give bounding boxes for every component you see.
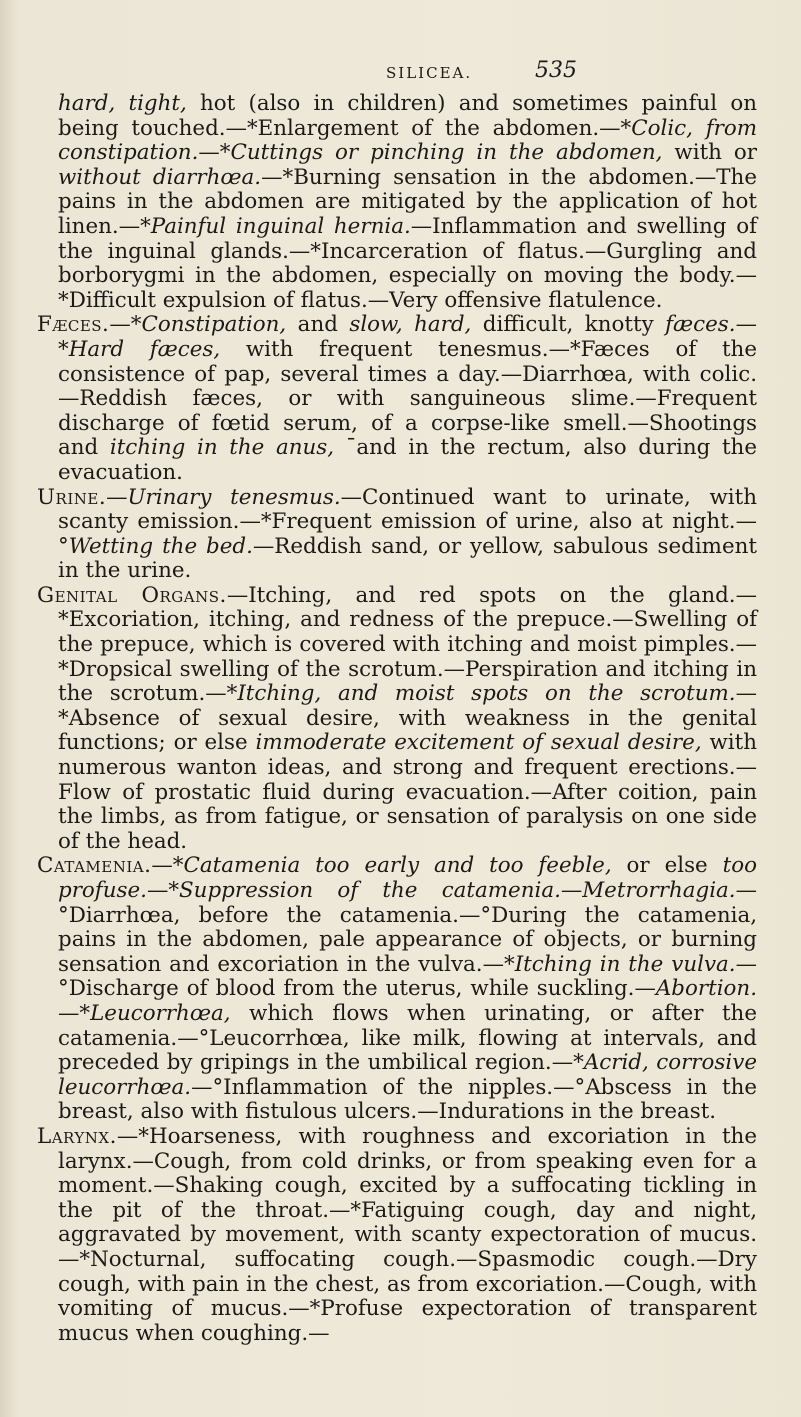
text-run: —* — [58, 312, 757, 362]
italic-text: slow, hard, — [349, 312, 472, 338]
italic-text: Abortion. — [655, 976, 757, 1002]
italic-text: Itching, and moist spots on the scrotum. — [237, 681, 736, 707]
section-paragraph — [37, 854, 757, 1125]
text-run: —* — [151, 853, 184, 879]
body-text — [37, 92, 757, 1346]
italic-text: Catamenia too early and too feeble, — [183, 853, 612, 879]
text-run: —°Discharge of blood from the uterus, while suckling.— — [58, 951, 757, 1002]
text-run: with frequent tenesmus.—*Fæces of the consistence of pap, several times a day.—Diarrhœa, with colic.—Reddish fæces, or with sanguineous slime.—Frequent discharge of fœtid serum, of a corpse-like smell.—Shootings and — [58, 336, 757, 461]
section-heading: Fæces. — [37, 312, 110, 338]
section-paragraph — [37, 584, 757, 855]
text-run: —*Absence of sexual desire, with weakness in the genital functions; or else — [58, 681, 757, 756]
italic-text: Suppression of the catamenia. — [179, 878, 561, 903]
text-run: with numerous wanton ideas, and strong and frequent erections.—Flow of prostatic fluid during evacuation.—After coition, pain the limbs, as from fatigue, or sensation of paralysis on one side of the head. — [58, 730, 757, 854]
italic-text: Colic, from constipation. — [58, 115, 757, 166]
text-run: or else — [611, 853, 723, 879]
text-run: —Inflammation and swelling of the inguinal glands.—*Incarceration of flatus.—Gurgling and borborygmi in the abdomen, especially on moving the body.—*Difficult expulsion of flatus.—Very offensive flatulence. — [58, 213, 757, 313]
italic-text: Metrorrhagia. — [582, 878, 736, 903]
italic-text: itching in the anus, — [109, 435, 335, 461]
italic-text: immoderate excitement of sexual desire, — [255, 730, 702, 756]
section-heading: Genital Organs. — [37, 582, 227, 608]
text-run: —Continued want to urinate, with scanty emission.—*Frequent emission of urine, also at night.—° — [58, 484, 757, 559]
text-run: — — [560, 878, 583, 903]
italic-text: Wetting the bed. — [68, 533, 253, 559]
text-run: difficult, knotty — [471, 312, 666, 338]
text-run: —*Hoarseness, with roughness and excoriation in the larynx.—Cough, from cold drinks, or from speaking even for a moment.—Shaking cough, excited by a suffocating tickling in the pit of the throat.—*Fatiguing cough, day and night, aggravated by movement, with scanty expectoration of mucus.—*Nocturnal, suffocating cough.—Spasmodic cough.—Dry cough, with pain in the chest, as from excoriation.—Cough, with vomiting of mucus.—*Profuse expectoration of transparent mucus when coughing.— — [58, 1123, 757, 1346]
text-run: with or — [662, 140, 757, 166]
italic-text: Itching in the vulva. — [514, 951, 736, 977]
italic-text: Urinary tenesmus. — [127, 484, 341, 510]
text-run: ¯and in the rectum, also during the evacuation. — [58, 435, 757, 485]
text-run: —°Inflammation of the nipples.—°Abscess in the breast, also with fistulous ulcers.—Indurations in the breast. — [58, 1074, 757, 1125]
section-paragraph — [37, 486, 757, 584]
section-heading: Catamenia. — [37, 853, 152, 879]
italic-text: too profuse. — [58, 853, 758, 903]
text-run: —Itching, and red spots on the gland.—*Excoriation, itching, and redness of the prepuce.—Swelling of the prepuce, which is covered with itching and moist pimples.—*Dropsical swelling of the scrotum.—Perspiration and itching in the scrotum.—* — [58, 582, 758, 707]
text-run: —Reddish sand, or yellow, sabulous sediment in the urine. — [58, 533, 757, 584]
text-run: —* — [58, 1000, 91, 1026]
italic-text: Acrid, corrosive leucorrhœa. — [58, 1050, 757, 1100]
italic-text: Painful inguinal hernia. — [150, 213, 411, 239]
text-run: hot (also in children) and sometimes painful on being touched.—*Enlargement of the abdomen.—* — [58, 91, 757, 141]
continued-paragraph — [37, 92, 757, 313]
italic-text: without diarrhœa. — [58, 164, 262, 190]
text-run: and — [286, 312, 350, 338]
running-head: SILICEA. — [386, 64, 473, 82]
italic-text: fæces. — [665, 312, 736, 338]
text-run: —* — [198, 140, 231, 166]
section-heading: Urine. — [37, 484, 107, 510]
italic-text: Cuttings or pinching in the abdomen, — [230, 140, 663, 166]
section-heading: Larynx. — [37, 1123, 117, 1149]
text-run: which flows when urinating, or after the catamenia.—°Leucorrhœa, like milk, flowing at intervals, and preceded by gripings in the umbilical region.—* — [58, 1000, 757, 1076]
text-run: — — [106, 484, 128, 510]
text-run: —* — [109, 312, 142, 338]
italic-text: Leucorrhœa, — [90, 1000, 231, 1026]
section-paragraph — [37, 1125, 757, 1346]
italic-text: Hard fæces, — [68, 336, 221, 362]
page-header — [0, 58, 801, 88]
text-run: —*Burning sensation in the abdomen.—The pains in the abdomen are mitigated by the application of hot linen.—* — [58, 164, 757, 239]
italic-text: Constipation, — [141, 312, 287, 338]
text-run: —* — [146, 878, 180, 903]
page-number: 535 — [535, 58, 577, 83]
section-paragraph — [37, 313, 757, 485]
italic-text: hard, tight, — [58, 91, 187, 116]
text-run: —°Diarrhœa, before the catamenia.—°During the catamenia, pains in the abdomen, pale appearance of objects, or burning sensation and excoriation in the vulva.—* — [58, 878, 757, 977]
